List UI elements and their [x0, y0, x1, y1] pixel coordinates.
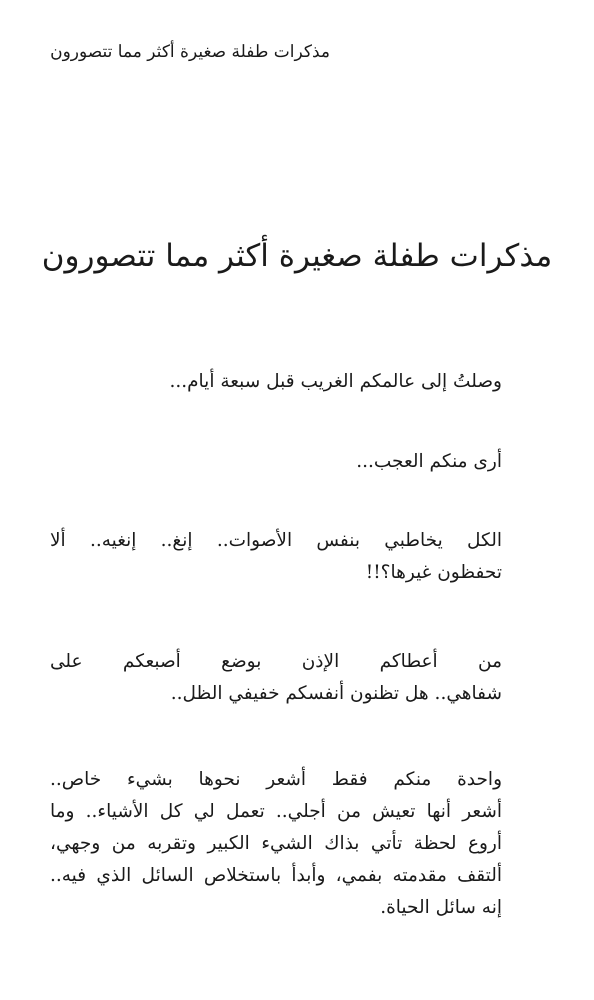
paragraph-3	[50, 525, 502, 589]
text-line: إنه سائل الحياة.	[380, 897, 502, 918]
text-line: من أعطاكم الإذن بوضع أصبعكم على	[50, 651, 502, 672]
chapter-title: مذكرات طفلة صغيرة أكثر مما تتصورون	[41, 238, 553, 274]
text-line: واحدة منكم فقط أشعر نحوها بشيء خاص..	[50, 769, 502, 790]
text-line: أروع لحظة تأتي بذاك الشيء الكبير وتقربه من وجهي،	[50, 833, 502, 854]
paragraph-1	[50, 366, 502, 398]
text-line: شفاهي.. هل تظنون أنفسكم خفيفي الظل..	[170, 683, 502, 704]
text-line: أشعر أنها تعيش من أجلي.. تعمل لي كل الأشياء.. وما	[50, 801, 502, 822]
paragraph-4	[50, 646, 502, 710]
paragraph-5	[50, 764, 502, 924]
text-line: الكل يخاطبي بنفس الأصوات.. إنغ.. إنغيه.. ألا	[50, 530, 502, 551]
text-line: تحفظون غيرها؟!!	[365, 562, 502, 583]
paragraph-2	[50, 446, 502, 478]
text-line: ألتقف مقدمته بفمي، وأبدأ باستخلاص السائل الذي فيه..	[50, 865, 502, 886]
text-line: أرى منكم العجب...	[356, 451, 502, 472]
text-line: وصلتُ إلى عالمكم الغريب قبل سبعة أيام...	[169, 371, 502, 392]
running-header: مذكرات طفلة صغيرة أكثر مما تتصورون	[50, 42, 330, 62]
